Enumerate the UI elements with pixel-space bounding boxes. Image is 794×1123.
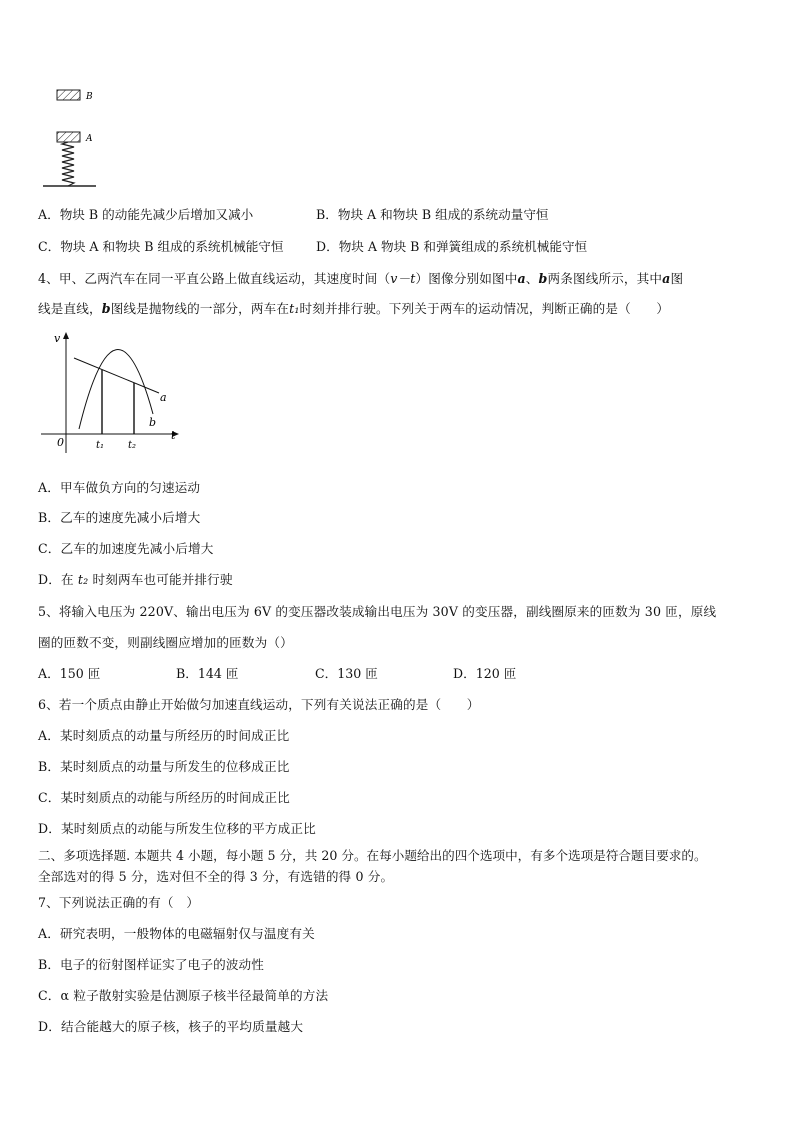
q5-option-a: A．150 匝 bbox=[38, 666, 101, 681]
t-axis-label: t bbox=[171, 429, 176, 442]
q3-option-a: A．物块 B 的动能先减少后增加又减小 bbox=[38, 207, 254, 222]
spring-block-figure bbox=[38, 82, 158, 192]
block-b bbox=[57, 90, 80, 100]
q7-option-a: A．研究表明，一般物体的电磁辐射仅与温度有关 bbox=[38, 926, 315, 941]
t1-label: t₁ bbox=[96, 440, 105, 451]
q3-option-b: B．物块 A 和物块 B 组成的系统动量守恒 bbox=[316, 207, 549, 222]
spring bbox=[62, 142, 74, 186]
section2-heading-line2: 全部选对的得 5 分，选对但不全的得 3 分，有选错的得 0 分。 bbox=[38, 869, 394, 884]
q4-option-c: C．乙车的加速度先减小后增大 bbox=[38, 541, 214, 556]
q7-option-d: D．结合能越大的原子核，核子的平均质量越大 bbox=[38, 1019, 304, 1034]
q4-option-a: A．甲车做负方向的匀速运动 bbox=[38, 480, 201, 495]
v-axis-arrow bbox=[63, 332, 69, 339]
q3-option-d: D．物块 A 物块 B 和弹簧组成的系统机械能守恒 bbox=[316, 239, 588, 254]
v-axis-label: v bbox=[54, 332, 61, 345]
q4-option-d: D．在 t₂ 时刻两车也可能并排行驶 bbox=[38, 572, 233, 587]
block-a bbox=[57, 132, 80, 142]
q6-option-d: D．某时刻质点的动能与所发生位移的平方成正比 bbox=[38, 821, 316, 836]
q6-option-b: B．某时刻质点的动量与所发生的位移成正比 bbox=[38, 759, 290, 774]
q6-option-c: C．某时刻质点的动能与所经历的时间成正比 bbox=[38, 790, 290, 805]
q5-stem-line2: 圈的匝数不变，则副线圈应增加的匝数为（） bbox=[38, 635, 293, 650]
q5-option-b: B．144 匝 bbox=[176, 666, 239, 681]
q5-option-c: C．130 匝 bbox=[315, 666, 378, 681]
curve-b-label: b bbox=[149, 416, 157, 429]
q7-option-c: C．α 粒子散射实验是估测原子核半径最简单的方法 bbox=[38, 988, 329, 1003]
q6-stem: 6、若一个质点由静止开始做匀加速直线运动，下列有关说法正确的是（ ） bbox=[38, 697, 480, 712]
origin-label: 0 bbox=[57, 436, 64, 449]
line-a-label: a bbox=[160, 391, 167, 404]
q4-stem-line1: 4、甲、乙两汽车在同一平直公路上做直线运动，其速度时间（v－t）图像分别如图中a、b两条图线所示，其中a图 bbox=[38, 271, 684, 286]
q4-option-b: B．乙车的速度先减小后增大 bbox=[38, 510, 201, 525]
section2-heading-line1: 二、多项选择题. 本题共 4 小题，每小题 5 分，共 20 分。在每小题给出的四个选项中，有多个选项是符合题目要求的。 bbox=[38, 848, 707, 863]
block-b-label: B bbox=[86, 92, 93, 102]
q3-option-c: C．物块 A 和物块 B 组成的系统机械能守恒 bbox=[38, 239, 284, 254]
t2-label: t₂ bbox=[128, 440, 137, 451]
q7-stem: 7、下列说法正确的有（ ） bbox=[38, 895, 200, 910]
q6-option-a: A．某时刻质点的动量与所经历的时间成正比 bbox=[38, 728, 290, 743]
vt-graph bbox=[38, 330, 188, 465]
q5-stem-line1: 5、将输入电压为 220V、输出电压为 6V 的变压器改装成输出电压为 30V 的变压器，副线圈原来的匝数为 30 匝，原线 bbox=[38, 604, 717, 619]
block-a-label: A bbox=[86, 134, 93, 144]
q7-option-b: B．电子的衍射图样证实了电子的波动性 bbox=[38, 957, 265, 972]
line-a bbox=[74, 358, 159, 393]
curve-b bbox=[79, 350, 153, 429]
q5-option-d: D．120 匝 bbox=[453, 666, 517, 681]
q4-stem-line2: 线是直线，b图线是抛物线的一部分，两车在t₁时刻并排行驶。下列关于两车的运动情况，判断正确的是（ ） bbox=[38, 301, 670, 316]
